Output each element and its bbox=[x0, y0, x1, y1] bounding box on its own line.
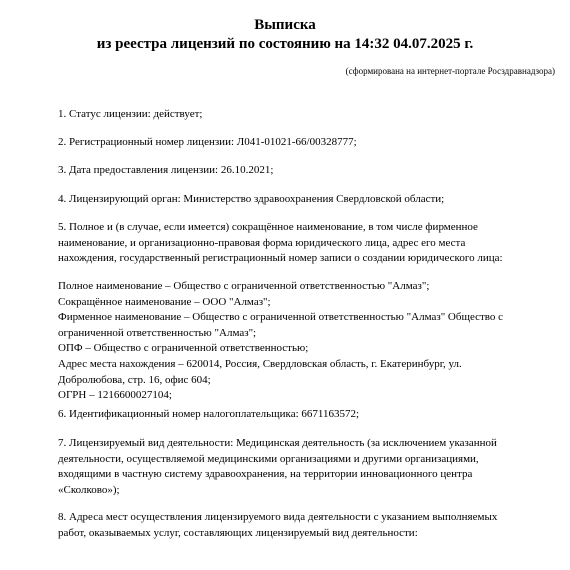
trade-name: Фирменное наименование – Общество с ограниченной ответственностью "Алмаз" Общество с bbox=[58, 311, 504, 324]
document-subtitle: из реестра лицензий по состоянию на 14:32 04.07.2025 г. bbox=[96, 36, 474, 52]
organization-details bbox=[58, 279, 550, 404]
activity-line: входящими в частную систему здравоохранения, на территории инновационного центра bbox=[58, 468, 473, 481]
activity-addresses bbox=[58, 510, 550, 541]
registration-number: 2. Регистрационный номер лицензии: Л041-01021-66/00328777; bbox=[58, 136, 357, 148]
addresses-line: работ, оказываемых услуг, составляющих лицензируемый вид деятельности: bbox=[58, 526, 418, 539]
activity-line: 7. Лицензируемый вид деятельности: Медицинская деятельность (за исключением указанной bbox=[58, 437, 497, 449]
trade-name-continued: ограниченной ответственностью "Алмаз"; bbox=[58, 326, 257, 339]
ogrn: ОГРН – 1216600027104; bbox=[58, 389, 172, 402]
taxpayer-id: 6. Идентификационный номер налогоплательщика: 6671163572; bbox=[58, 408, 360, 420]
licensed-activity bbox=[58, 436, 550, 498]
address: Адрес места нахождения – 620014, Россия, Свердловская область, г. Екатеринбург, ул. bbox=[58, 357, 462, 370]
organization-header-line: 5. Полное и (в случае, если имеется) сокращённое наименование, в том числе фирменное bbox=[58, 221, 478, 233]
issue-date: 3. Дата предоставления лицензии: 26.10.2021; bbox=[58, 164, 274, 176]
source-note: (сформирована на интернет-портале Росздравнадзора) bbox=[345, 66, 555, 76]
activity-line: деятельности, осуществляемой медицинскими организациями и другими организациями, bbox=[58, 452, 479, 465]
address-continued: Добролюбова, стр. 16, офис 604; bbox=[58, 373, 211, 386]
activity-line: «Сколково»); bbox=[58, 483, 120, 496]
organization-header-line: наименование, и организационно-правовая форма юридического лица, адрес его места bbox=[58, 236, 466, 249]
addresses-line: 8. Адреса мест осуществления лицензируемого вида деятельности с указанием выполняемых bbox=[58, 511, 498, 523]
document-title: Выписка bbox=[254, 17, 316, 33]
full-name: Полное наименование – Общество с ограниченной ответственностью "Алмаз"; bbox=[58, 280, 430, 292]
organization-header bbox=[58, 220, 550, 267]
licensing-authority: 4. Лицензирующий орган: Министерство здравоохранения Свердловской области; bbox=[58, 193, 445, 205]
license-status: 1. Статус лицензии: действует; bbox=[58, 108, 203, 120]
legal-form: ОПФ – Общество с ограниченной ответственностью; bbox=[58, 342, 309, 355]
short-name: Сокращённое наименование – ООО "Алмаз"; bbox=[58, 295, 271, 308]
organization-header-line: нахождения, государственный регистрационный номер записи о создании юридического лица: bbox=[58, 252, 503, 265]
